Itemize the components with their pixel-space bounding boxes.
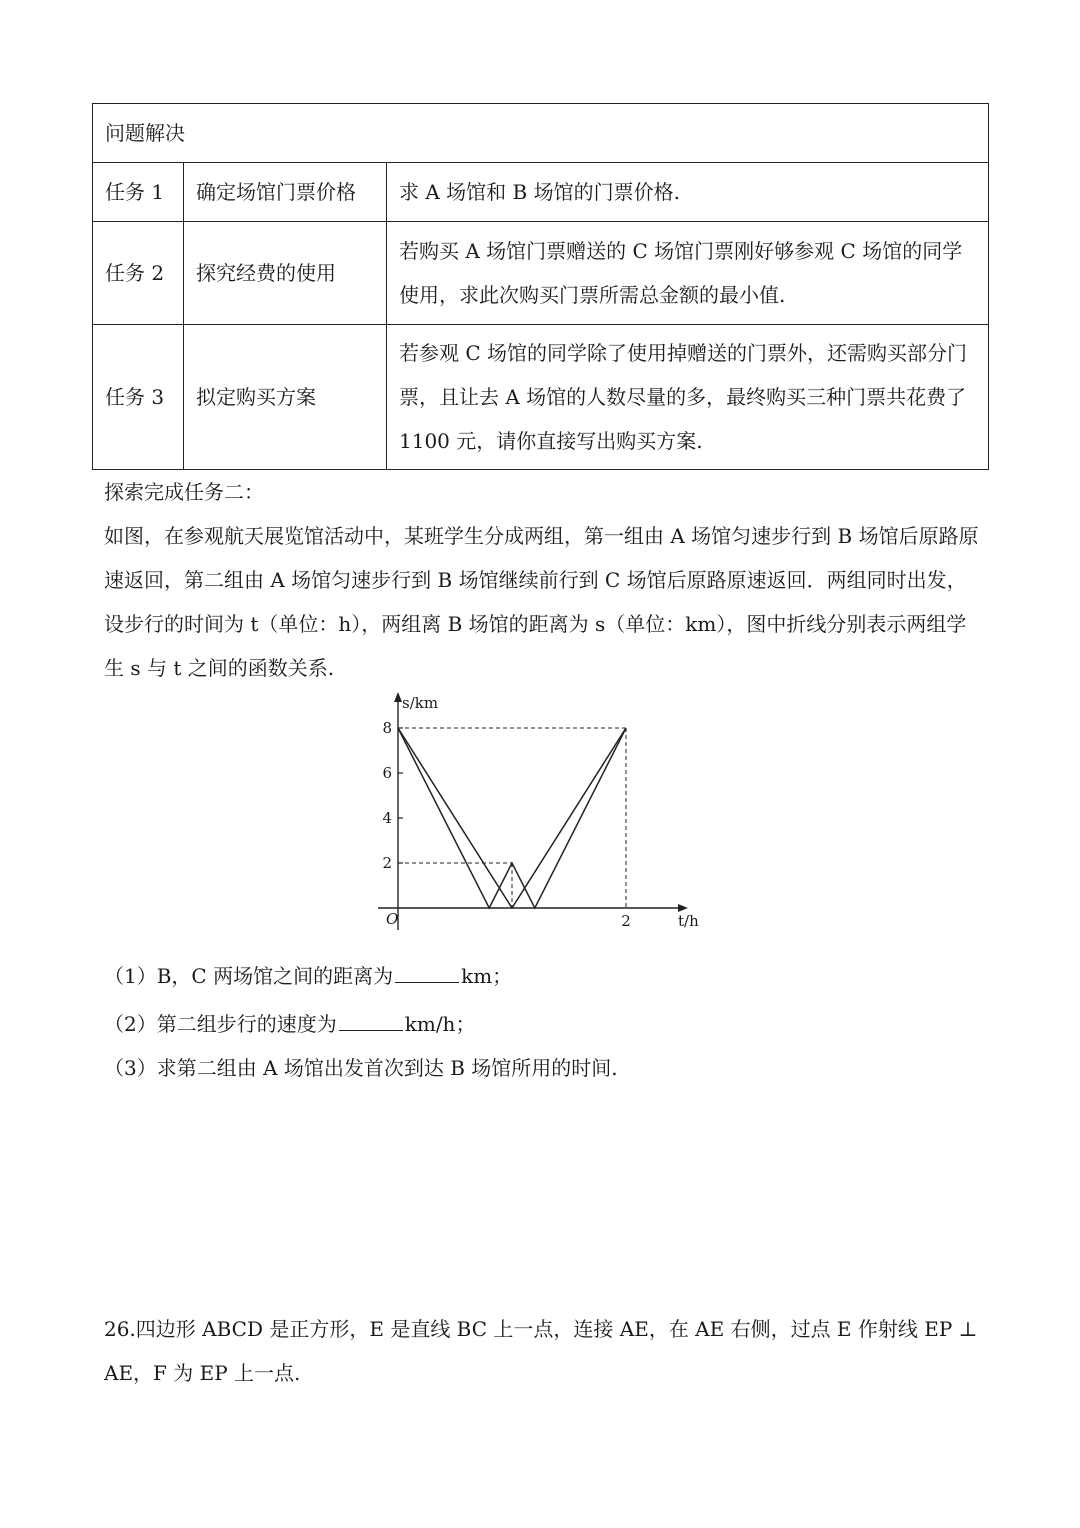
task-desc: 若购买 A 场馆门票赠送的 C 场馆门票刚好够参观 C 场馆的同学使用，求此次购买门票所需总金额的最小值. [387,222,989,325]
task-table [92,103,989,470]
table-header: 问题解决 [93,104,989,163]
x-axis-label: t/h [678,912,699,930]
question-2-unit: km/h； [404,1012,476,1036]
answer-blank [395,962,459,983]
table-header-row [93,104,989,163]
origin-label: O [386,910,399,928]
question-1 [104,962,512,990]
task-label: 任务 2 [93,222,184,325]
task-label: 任务 3 [93,325,184,470]
task-desc: 若参观 C 场馆的同学除了使用掉赠送的门票外，还需购买部分门票，且让去 A 场馆的人数尽量的多，最终购买三种门票共花费了 1100 元，请你直接写出购买方案. [387,325,989,470]
question-3: （3）求第二组由 A 场馆出发首次到达 B 场馆所用的时间. [104,1056,618,1080]
question-2 [104,1010,475,1038]
problem-26: 26.四边形 ABCD 是正方形，E 是直线 BC 上一点，连接 AE，在 AE 右侧，过点 E 作射线 EP ⊥ AE，F 为 EP 上一点. [104,1317,978,1385]
y-tick-label: 6 [382,764,392,782]
task-name: 确定场馆门票价格 [184,163,387,222]
answer-blank [339,1010,403,1031]
y-axis-label: s/km [402,694,439,712]
y-tick-label: 2 [382,854,392,872]
question-1-text: （1）B，C 两场馆之间的距离为 [104,964,394,988]
x-axis-arrow [678,904,688,912]
x-tick-label: 2 [621,912,631,930]
table-row [93,163,989,222]
y-tick-label: 4 [382,809,392,827]
table-row [93,325,989,470]
task-desc: 求 A 场馆和 B 场馆的门票价格. [387,163,989,222]
problem-text: 如图，在参观航天展览馆活动中，某班学生分成两组，第一组由 A 场馆匀速步行到 B 场馆后原路原速返回，第二组由 A 场馆匀速步行到 B 场馆继续前行到 C 场馆后原路原速返回．两组同时出发，设步行的时间为 t（单位：h），两组离 B 场馆的距离为 s（单位：km），图中折线分别表示两组学生 s 与 t 之间的函数关系. [104,524,979,680]
distance-time-graph [360,688,710,938]
task-name: 探究经费的使用 [184,222,387,325]
question-2-text: （2）第二组步行的速度为 [104,1012,337,1036]
y-axis-arrow [394,692,402,702]
y-tick-label: 8 [382,719,392,737]
task-name: 拟定购买方案 [184,325,387,470]
question-1-unit: km； [461,964,513,988]
task-label: 任务 1 [93,163,184,222]
table-row [93,222,989,325]
section-title: 探索完成任务二： [104,480,264,504]
